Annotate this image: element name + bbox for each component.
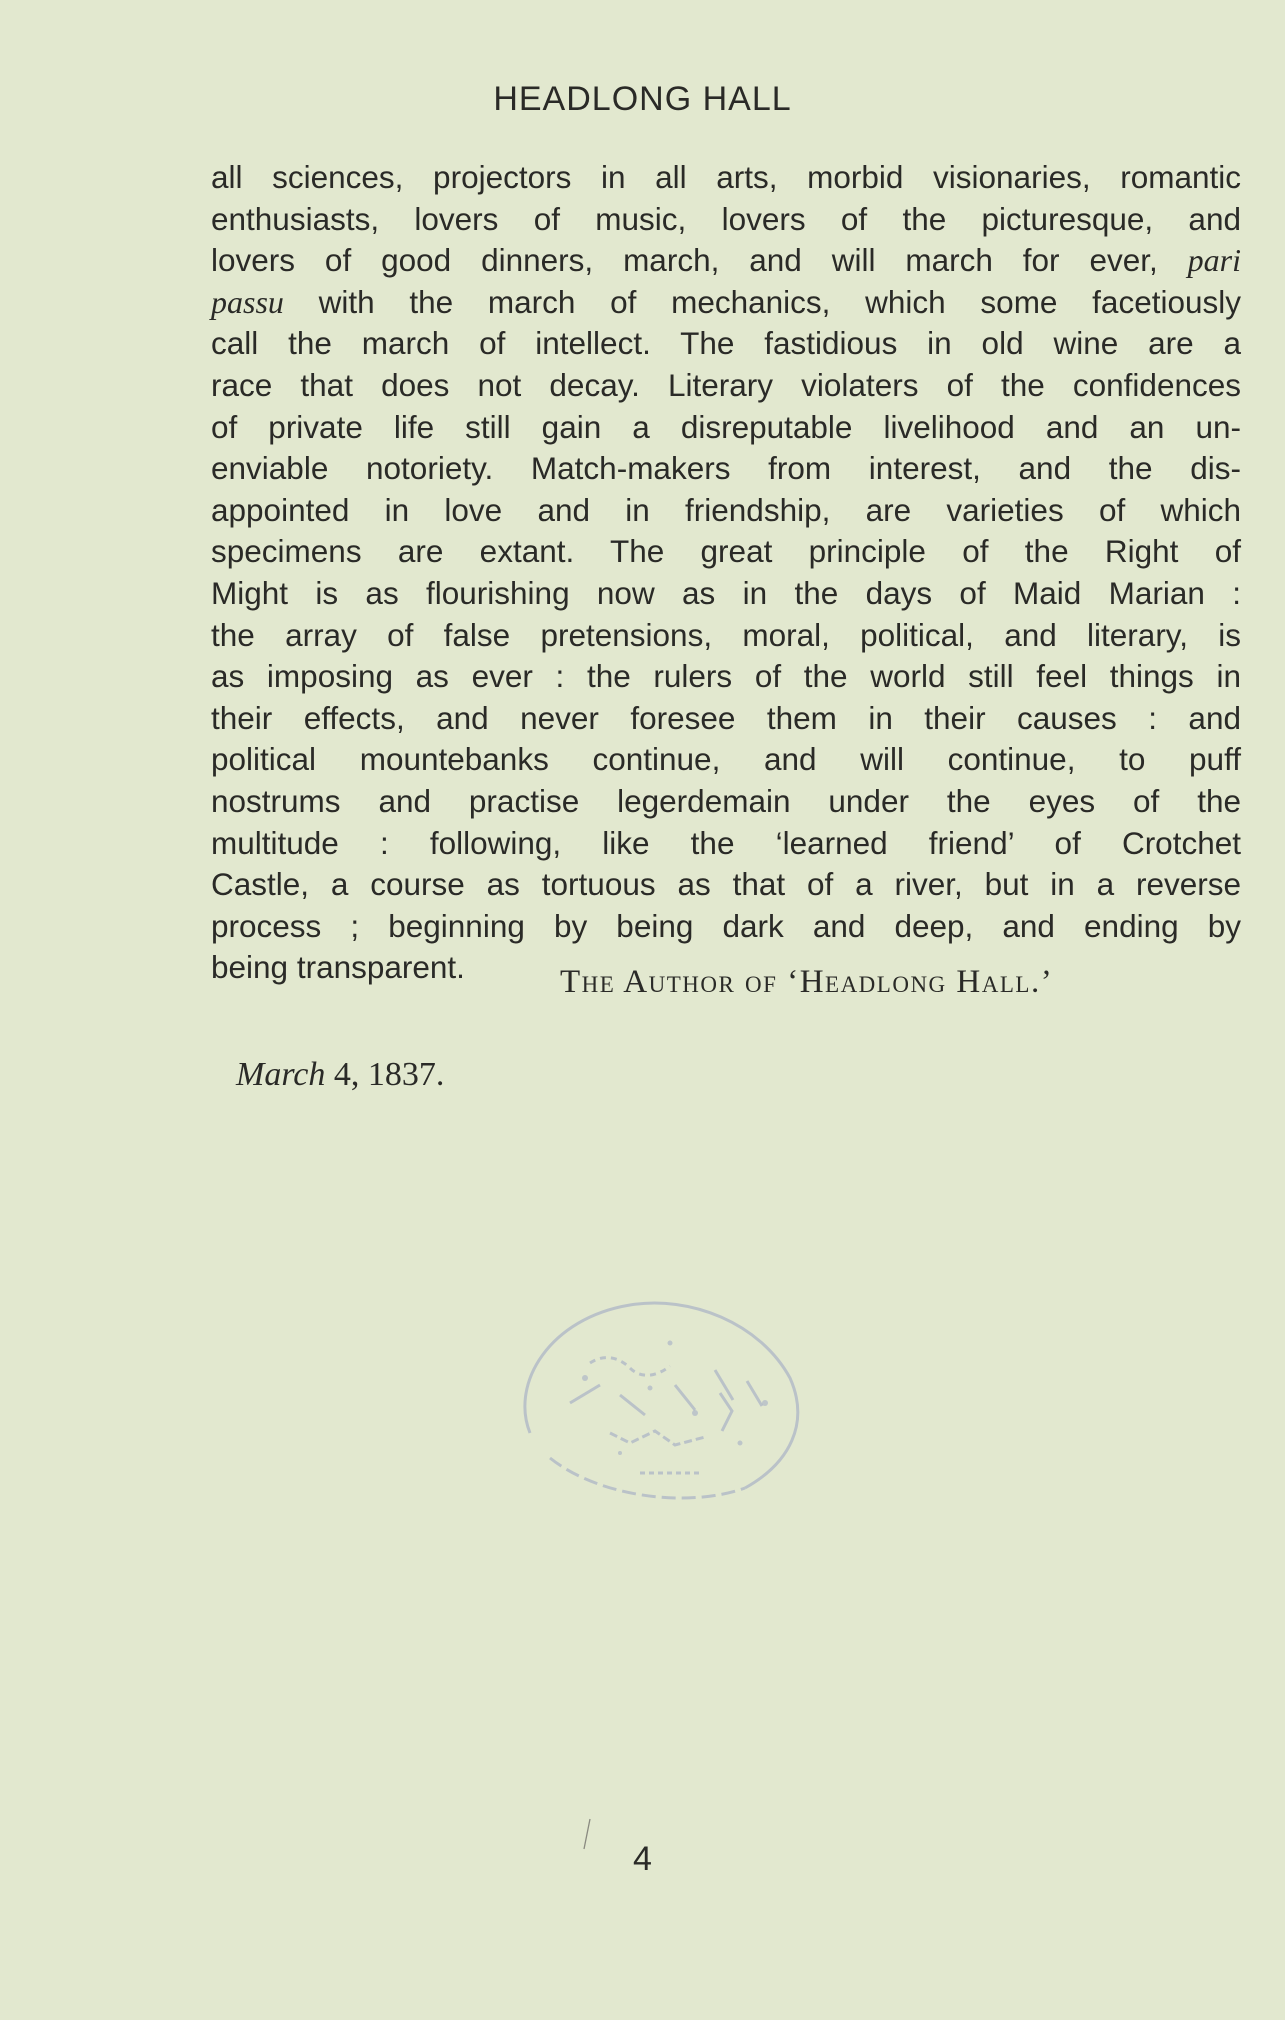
text-line: race that does not decay. Literary violaters of the confidences <box>211 366 1241 403</box>
italic-phrase: pari <box>1187 242 1241 279</box>
body-text <box>211 157 1241 989</box>
date-rest: 4, 1837. <box>325 1056 445 1093</box>
text-line: of private life still gain a disreputable livelihood and an un- <box>211 408 1241 445</box>
running-head: HEADLONG HALL <box>493 80 792 118</box>
text-line: as imposing as ever : the rulers of the world still feel things in <box>211 658 1241 695</box>
text-line: multitude : following, like the ‘learned friend’ of Crotchet <box>211 824 1241 861</box>
text-line: call the march of intellect. The fastidious in old wine are a <box>211 325 1241 362</box>
text-line: political mountebanks continue, and will continue, to puff <box>211 741 1241 778</box>
date-month: March <box>236 1056 326 1093</box>
text-line: lovers of good dinners, march, and will march for ever, pari <box>211 242 1241 279</box>
text-line: process ; beginning by being dark and deep, and ending by <box>211 907 1241 944</box>
text-line: passu with the march of mechanics, which some facetiously <box>211 283 1241 320</box>
text-line: the array of false pretensions, moral, political, and literary, is <box>211 616 1241 653</box>
text-line: appointed in love and in friendship, are varieties of which <box>211 491 1241 528</box>
italic-phrase: passu <box>211 283 284 320</box>
page-number: 4 <box>633 1840 652 1878</box>
text-line: nostrums and practise legerdemain under the eyes of the <box>211 782 1241 819</box>
text-line: Castle, a course as tortuous as that of a river, but in a reverse <box>211 866 1241 903</box>
text-line: specimens are extant. The great principle of the Right of <box>211 533 1241 570</box>
text-line: enviable notoriety. Match-makers from interest, and the dis- <box>211 450 1241 487</box>
text-line: being transparent. <box>211 949 465 986</box>
text-line: their effects, and never foresee them in their causes : and <box>211 699 1241 736</box>
text-line: Might is as flourishing now as in the days of Maid Marian : <box>211 574 1241 611</box>
text-line: all sciences, projectors in all arts, morbid visionaries, romantic <box>211 159 1241 195</box>
library-stamp-icon <box>490 1283 820 1513</box>
text-line: enthusiasts, lovers of music, lovers of the picturesque, and <box>211 200 1241 237</box>
dateline <box>236 1056 444 1094</box>
author-signature: The Author of ‘Headlong Hall.’ <box>560 964 1054 1000</box>
